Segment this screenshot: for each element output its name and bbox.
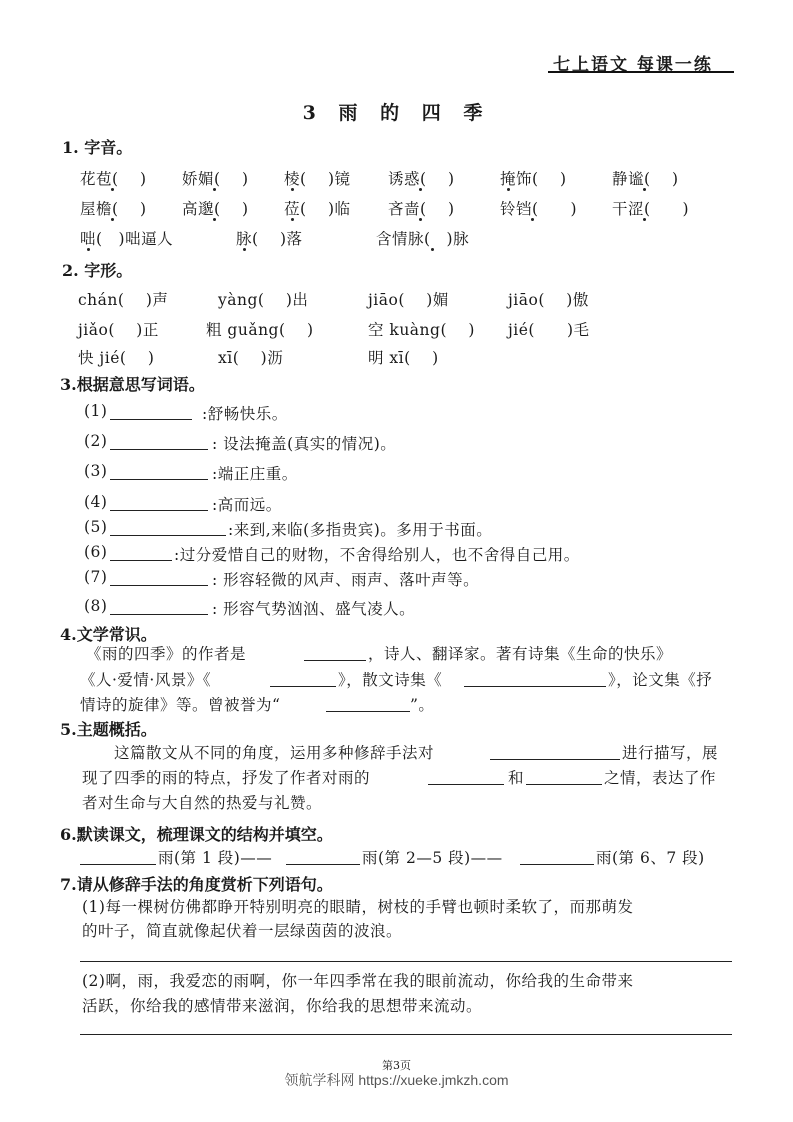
s3-answer-line-3[interactable] xyxy=(110,479,208,480)
page-number: 第3页 xyxy=(382,1059,411,1072)
s6-part-b: 雨(第 2—5 段)—— xyxy=(362,849,503,867)
s4-blank-poems[interactable] xyxy=(270,686,336,687)
section-6-heading: 6.默读课文，梳理课文的结构并填空。 xyxy=(60,825,333,844)
s4-line3-b: ”。 xyxy=(410,696,435,714)
s6-blank-2[interactable] xyxy=(286,864,360,865)
s3-answer-line-8[interactable] xyxy=(110,614,208,615)
s2-r1-c2: yàng( )出 xyxy=(218,291,309,309)
section-2-heading: 2. 字形。 xyxy=(62,261,133,280)
emphasis-dot xyxy=(111,218,114,221)
s7-q2-line2: 活跃，你给我的感情带来滋润，你给我的思想带来流动。 xyxy=(82,997,483,1015)
s5-line2-a: 现了四季的雨的特点，抒发了作者对雨的 xyxy=(82,769,371,787)
s1-r3-c3: 含情脉( )脉 xyxy=(376,230,470,248)
s6-blank-3[interactable] xyxy=(520,864,594,865)
s4-line2-b: 》，散文诗集《 xyxy=(338,671,443,689)
s3-num-7: (7) xyxy=(84,568,108,586)
emphasis-dot xyxy=(431,248,434,251)
s6-blank-1[interactable] xyxy=(80,864,156,865)
s3-num-5: (5) xyxy=(84,518,108,536)
s1-r1-c5: 掩饰( ) xyxy=(500,170,567,188)
s3-answer-line-1[interactable] xyxy=(110,419,192,420)
s1-r2-c1: 屋檐( ) xyxy=(80,200,147,218)
s3-def-6: :过分爱惜自己的财物，不舍得给别人，也不舍得自己用。 xyxy=(174,546,580,564)
emphasis-dot xyxy=(213,188,216,191)
s3-answer-line-2[interactable] xyxy=(110,449,208,450)
s2-r3-c2: xī( )沥 xyxy=(218,349,284,367)
s3-def-4: :高而远。 xyxy=(212,496,282,514)
s2-r3-c1: 快 jié( ) xyxy=(78,349,155,367)
s5-blank-feeling-2[interactable] xyxy=(526,784,602,785)
emphasis-dot xyxy=(243,248,246,251)
emphasis-dot xyxy=(531,218,534,221)
s2-r2-c3: 空 kuàng( ) xyxy=(368,321,475,339)
s3-num-8: (8) xyxy=(84,597,108,615)
emphasis-dot xyxy=(643,188,646,191)
s6-part-c: 雨(第 6、7 段) xyxy=(596,849,705,867)
s6-part-a: 雨(第 1 段)—— xyxy=(158,849,273,867)
emphasis-dot xyxy=(419,188,422,191)
s4-line3-a: 情诗的旋律》等。曾被誉为“ xyxy=(80,696,281,714)
emphasis-dot xyxy=(213,218,216,221)
s1-r3-c2: 脉( )落 xyxy=(236,230,303,248)
s4-blank-prose[interactable] xyxy=(464,686,606,687)
s2-r2-c1: jiǎo( )正 xyxy=(78,321,159,339)
s4-line1-b: ，诗人、翻译家。著有诗集《生命的快乐》 xyxy=(368,645,673,663)
emphasis-dot xyxy=(291,218,294,221)
s3-def-8: : 形容气势汹汹、盛气凌人。 xyxy=(212,600,416,618)
s4-blank-title[interactable] xyxy=(326,711,410,712)
s2-r1-c3: jiāo( )媚 xyxy=(368,291,449,309)
s2-r1-c4: jiāo( )傲 xyxy=(508,291,589,309)
s1-r2-c5: 铃铛( ) xyxy=(500,200,578,218)
s7-q1-line1: (1)每一棵树仿佛都睁开特别明亮的眼睛，树枝的手臂也顿时柔软了，而那萌发 xyxy=(82,898,634,916)
s1-r1-c6: 静谧( ) xyxy=(612,170,679,188)
s1-r1-c4: 诱惑( ) xyxy=(388,170,455,188)
section-5-heading: 5.主题概括。 xyxy=(60,720,157,739)
emphasis-dot xyxy=(111,188,114,191)
s7-q2-line1: (2)啊，雨，我爱恋的雨啊，你一年四季常在我的眼前流动，你给我的生命带来 xyxy=(82,972,634,990)
s3-def-3: :端正庄重。 xyxy=(212,465,298,483)
s7-q2-answer-line[interactable] xyxy=(80,1034,732,1035)
s5-line1-b: 进行描写，展 xyxy=(622,744,719,762)
s2-r2-c4: jié( )毛 xyxy=(508,321,590,339)
s4-line2-c: 》，论文集《抒 xyxy=(608,671,713,689)
emphasis-dot xyxy=(291,188,294,191)
s3-answer-line-4[interactable] xyxy=(110,510,208,511)
s1-r3-c1: 咄( )咄逼人 xyxy=(80,230,174,248)
s3-def-2: : 设法掩盖(真实的情况)。 xyxy=(212,435,397,453)
emphasis-dot xyxy=(643,218,646,221)
emphasis-dot xyxy=(419,218,422,221)
s1-r2-c6: 干涩( ) xyxy=(612,200,690,218)
s3-def-7: : 形容轻微的风声、雨声、落叶声等。 xyxy=(212,571,480,589)
s5-blank-object[interactable] xyxy=(490,759,620,760)
emphasis-dot xyxy=(507,188,510,191)
s2-r2-c2: 粗 guǎng( ) xyxy=(206,321,314,339)
s1-r2-c4: 吝啬( ) xyxy=(388,200,455,218)
s3-num-2: (2) xyxy=(84,432,108,450)
s3-answer-line-7[interactable] xyxy=(110,585,208,586)
s3-def-5: :来到,来临(多指贵宾)。多用于书面。 xyxy=(228,521,493,539)
section-4-heading: 4.文学常识。 xyxy=(60,625,157,644)
s5-line3: 者对生命与大自然的热爱与礼赞。 xyxy=(82,794,323,812)
s3-num-6: (6) xyxy=(84,543,108,561)
s5-line2-b: 和 xyxy=(508,769,525,787)
s5-line1-a: 这篇散文从不同的角度，运用多种修辞手法对 xyxy=(114,744,435,762)
s2-r1-c1: chán( )声 xyxy=(78,291,169,309)
s3-num-1: (1) xyxy=(84,402,108,420)
emphasis-dot xyxy=(87,248,90,251)
footer-watermark: 领航学科网 https://xueke.jmkzh.com xyxy=(284,1072,509,1088)
header-underline xyxy=(548,71,734,73)
header-label: 七上语文 每课一练 xyxy=(553,55,713,75)
s5-line2-c: 之情，表达了作 xyxy=(604,769,717,787)
s4-line2-a: 《人·爱情·风景》《 xyxy=(80,671,212,689)
section-7-heading: 7.请从修辞手法的角度赏析下列语句。 xyxy=(60,875,333,894)
s2-r3-c3: 明 xī( ) xyxy=(368,349,439,367)
page-title: 3 雨 的 四 季 xyxy=(302,102,491,124)
s1-r1-c1: 花苞( ) xyxy=(80,170,147,188)
s7-q1-answer-line[interactable] xyxy=(80,961,732,962)
s3-answer-line-5[interactable] xyxy=(110,535,226,536)
s3-num-4: (4) xyxy=(84,493,108,511)
section-3-heading: 3.根据意思写词语。 xyxy=(60,375,205,394)
s3-def-1: :舒畅快乐。 xyxy=(202,405,288,423)
s4-blank-author[interactable] xyxy=(304,660,366,661)
s7-q1-line2: 的叶子，简直就像起伏着一层绿茵茵的波浪。 xyxy=(82,922,403,940)
s1-r1-c3: 棱( )镜 xyxy=(284,170,351,188)
s1-r1-c2: 娇媚( ) xyxy=(182,170,249,188)
s1-r2-c2: 高邈( ) xyxy=(182,200,249,218)
s5-blank-feeling-1[interactable] xyxy=(428,784,504,785)
s1-r2-c3: 莅( )临 xyxy=(284,200,351,218)
s4-line1-a: 《雨的四季》的作者是 xyxy=(86,645,247,663)
s3-num-3: (3) xyxy=(84,462,108,480)
s3-answer-line-6[interactable] xyxy=(110,560,172,561)
section-1-heading: 1. 字音。 xyxy=(62,138,133,157)
